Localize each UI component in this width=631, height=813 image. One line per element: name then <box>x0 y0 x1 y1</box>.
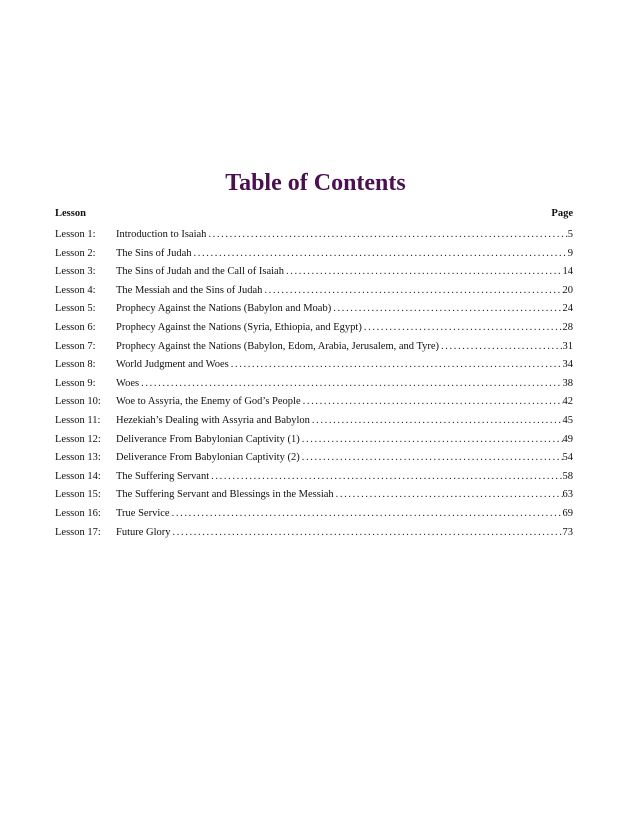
toc-entry <box>55 412 573 431</box>
lesson-title: Future Glory <box>116 526 171 538</box>
toc-entry <box>55 226 573 245</box>
toc-entry-body <box>116 375 563 394</box>
toc-entry <box>55 524 573 543</box>
toc-entry-body <box>116 282 563 301</box>
toc-entry <box>55 468 573 487</box>
toc-entry-body <box>116 468 563 487</box>
toc-entry-body <box>116 263 563 282</box>
toc-entry-body <box>116 393 563 412</box>
lesson-number: Lesson 16: <box>55 507 101 519</box>
lesson-number: Lesson 10: <box>55 396 101 408</box>
toc-entry-body <box>116 412 563 431</box>
toc-entry-body <box>116 226 568 245</box>
page-title: Table of Contents <box>225 170 406 196</box>
page-number: 20 <box>562 284 573 296</box>
page-number: 54 <box>562 452 573 464</box>
toc-entry <box>55 338 573 357</box>
dot-leader <box>310 412 563 431</box>
dot-leader <box>139 375 562 394</box>
dot-leader <box>209 468 562 487</box>
toc-header <box>55 208 573 224</box>
lesson-title: Introduction to Isaiah <box>116 229 207 240</box>
toc-entry <box>55 505 573 524</box>
toc-entry <box>55 245 573 264</box>
lesson-number: Lesson 11: <box>55 414 101 426</box>
toc-entry-body <box>116 505 563 524</box>
dot-leader <box>192 245 568 264</box>
page-number: 63 <box>562 489 573 501</box>
toc-entry <box>55 356 573 375</box>
dot-leader <box>362 319 563 338</box>
lesson-number: Lesson 5: <box>55 303 96 315</box>
page-number: 42 <box>562 396 573 408</box>
dot-leader <box>206 226 567 245</box>
lesson-number: Lesson 3: <box>55 266 96 278</box>
lesson-number: Lesson 4: <box>55 284 96 296</box>
toc-entry-body <box>116 449 563 468</box>
page-number: 14 <box>562 266 573 278</box>
lesson-number: Lesson 14: <box>55 470 101 482</box>
page-number: 45 <box>562 414 573 426</box>
lesson-title: Hezekiah’s Dealing with Assyria and Babylon <box>116 414 310 426</box>
dot-leader <box>171 524 563 543</box>
page-number: 49 <box>562 433 573 445</box>
page-number: 38 <box>562 377 573 389</box>
toc-entry-body <box>116 431 563 450</box>
dot-leader <box>170 505 563 524</box>
lesson-title: The Sins of Judah <box>116 247 192 259</box>
toc-entry <box>55 486 573 505</box>
toc-entry <box>55 282 573 301</box>
dot-leader <box>300 431 563 450</box>
lesson-number: Lesson 17: <box>55 526 101 538</box>
dot-leader <box>284 263 563 282</box>
lesson-number: Lesson 15: <box>55 489 101 501</box>
lesson-title: Deliverance From Babylonian Captivity (2) <box>116 452 300 464</box>
lesson-title: World Judgment and Woes <box>116 359 229 371</box>
dot-leader <box>439 338 562 357</box>
lesson-number: Lesson 12: <box>55 433 101 445</box>
page-number: 5 <box>567 229 573 240</box>
lesson-number: Lesson 6: <box>55 321 96 333</box>
toc-entry <box>55 431 573 450</box>
page-number: 31 <box>562 340 573 352</box>
lesson-number: Lesson 13: <box>55 452 101 464</box>
lesson-title: Prophecy Against the Nations (Babylon and Moab) <box>116 303 332 315</box>
toc-entry <box>55 319 573 338</box>
toc-entry-body <box>116 486 563 505</box>
lesson-number: Lesson 1: <box>55 229 96 240</box>
dot-leader <box>300 449 563 468</box>
toc-entry <box>55 449 573 468</box>
lesson-title: Woe to Assyria, the Enemy of God’s People <box>116 396 301 408</box>
lesson-number: Lesson 7: <box>55 340 96 352</box>
lesson-number: Lesson 9: <box>55 377 96 389</box>
lesson-title: Prophecy Against the Nations (Syria, Ethiopia, and Egypt) <box>116 321 362 333</box>
toc-entry <box>55 263 573 282</box>
lesson-title: Woes <box>116 377 140 389</box>
dot-leader <box>229 356 563 375</box>
lesson-title: The Suffering Servant and Blessings in the Messiah <box>116 489 334 501</box>
toc-entry-body <box>116 524 563 543</box>
lesson-title: Deliverance From Babylonian Captivity (1) <box>116 433 300 445</box>
page-number: 69 <box>562 507 573 519</box>
dot-leader <box>334 486 563 505</box>
lesson-title: The Messiah and the Sins of Judah <box>116 284 263 296</box>
toc-entry-body <box>116 338 563 357</box>
toc-entry <box>55 393 573 412</box>
toc-list <box>55 226 573 542</box>
lesson-title: The Suffering Servant <box>116 470 210 482</box>
lesson-number: Lesson 2: <box>55 247 96 259</box>
dot-leader <box>262 282 562 301</box>
lesson-number: Lesson 8: <box>55 359 96 371</box>
page-number: 73 <box>562 526 573 538</box>
toc-entry-body <box>116 319 563 338</box>
dot-leader <box>301 393 563 412</box>
page-number: 24 <box>562 303 573 315</box>
lesson-column-header: Lesson <box>55 208 86 219</box>
lesson-title: The Sins of Judah and the Call of Isaiah <box>116 266 284 278</box>
page-column-header: Page <box>551 208 573 219</box>
toc-entry-body <box>116 300 563 319</box>
toc-entry-body <box>116 245 568 264</box>
page-number: 9 <box>567 247 573 259</box>
lesson-title: Prophecy Against the Nations (Babylon, Edom, Arabia, Jerusalem, and Tyre) <box>116 340 440 352</box>
page-number: 34 <box>562 359 573 371</box>
toc-entry-body <box>116 356 563 375</box>
dot-leader <box>331 300 562 319</box>
toc-entry <box>55 375 573 394</box>
toc-entry <box>55 300 573 319</box>
lesson-title: True Service <box>116 507 170 519</box>
page-number: 28 <box>562 321 573 333</box>
page-number: 58 <box>562 470 573 482</box>
